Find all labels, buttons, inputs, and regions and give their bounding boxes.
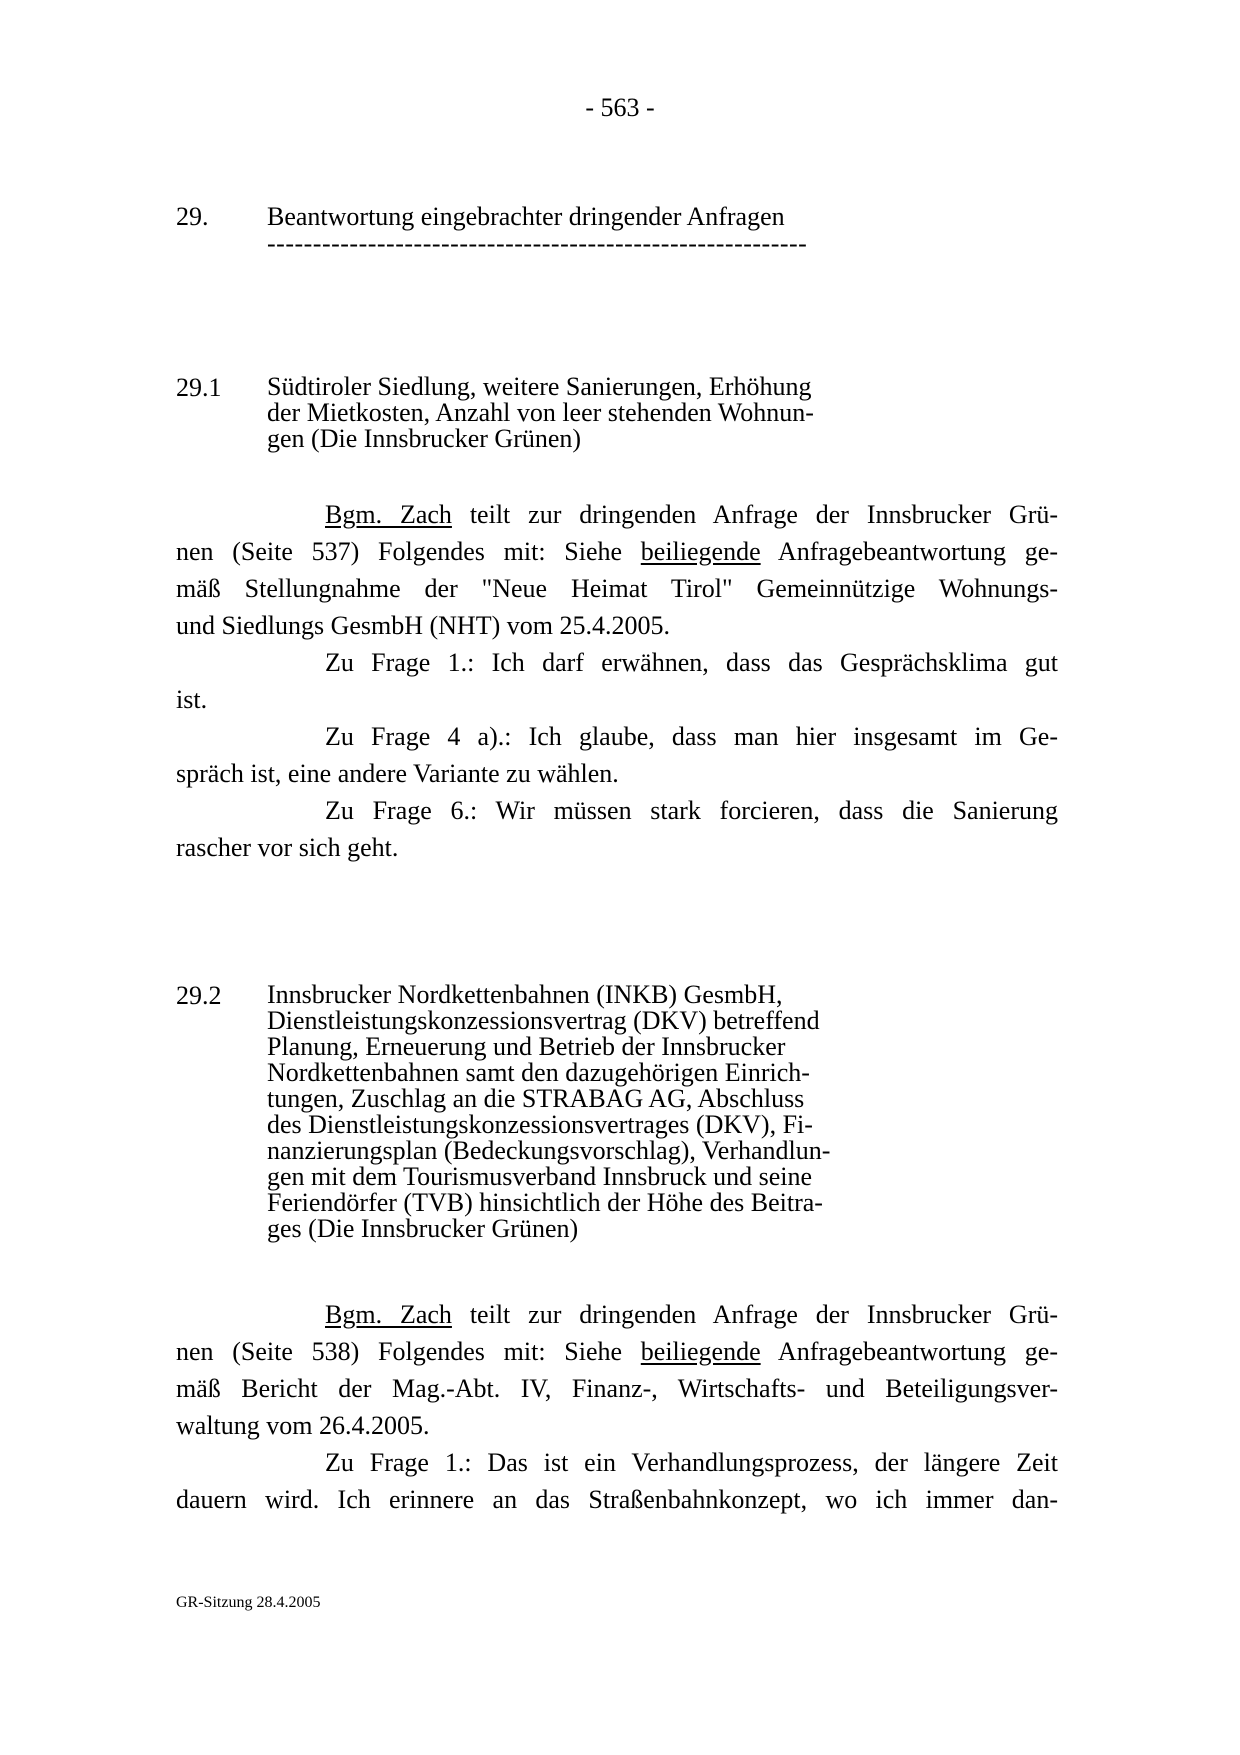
title-line: Dienstleistungskonzessionsvertrag (DKV) betreffend [267,1006,820,1035]
attachment-ref: beiliegende [640,537,761,566]
page-number: - 563 - [585,93,655,122]
heading-rule: ----------------------------------------------------------- [267,234,808,254]
title-line: gen (Die Innsbrucker Grünen) [267,424,582,453]
section-number-29-1: 29.1 [176,373,222,402]
title-line: gen mit dem Tourismusverband Innsbruck und seine [267,1162,813,1191]
title-line: ges (Die Innsbrucker Grünen) [267,1214,579,1243]
paragraph-29-1-q4 [176,718,1058,792]
text-line: mäß Stellungnahme der "Neue Heimat Tirol" Gemeinnützige Wohnungs- [176,574,1058,603]
text-line: und Siedlungs GesmbH (NHT) vom 25.4.2005. [176,611,670,640]
footer-session-date: GR-Sitzung 28.4.2005 [176,1594,321,1611]
attachment-ref: beiliegende [640,1337,761,1366]
text-line: spräch ist, eine andere Variante zu wählen. [176,759,619,788]
title-line: Südtiroler Siedlung, weitere Sanierungen, Erhöhung [267,372,812,401]
text-line: Zu Frage 6.: Wir müssen stark forcieren, dass die Sanierung [325,796,1058,825]
text-line: nen (Seite 538) Folgendes mit: Siehe beiliegende Anfragebeantwortung ge- [176,1337,1058,1366]
text-line: mäß Bericht der Mag.-Abt. IV, Finanz-, Wirtschafts- und Beteiligungsver- [176,1374,1058,1403]
section-title-29-2 [267,982,830,1242]
paragraph-29-1-q1 [176,644,1058,718]
speaker-name: Bgm. Zach [325,1300,452,1329]
title-line: Innsbrucker Nordkettenbahnen (INKB) GesmbH, [267,980,783,1009]
speaker-name: Bgm. Zach [325,500,452,529]
title-line: tungen, Zuschlag an die STRABAG AG, Abschluss [267,1084,805,1113]
text-line: Zu Frage 4 a).: Ich glaube, dass man hier insgesamt im Ge- [325,722,1058,751]
text-line: waltung vom 26.4.2005. [176,1411,430,1440]
title-line: Nordkettenbahnen samt den dazugehörigen Einrich- [267,1058,810,1087]
text-line: Zu Frage 1.: Ich darf erwähnen, dass das Gesprächsklima gut [325,648,1058,677]
text-line: nen (Seite 537) Folgendes mit: Siehe beiliegende Anfragebeantwortung ge- [176,537,1058,566]
section-title-29-1 [267,374,814,452]
title-line: Planung, Erneuerung und Betrieb der Innsbrucker [267,1032,786,1061]
paragraph-29-1-intro [176,496,1058,644]
title-line: nanzierungsplan (Bedeckungsvorschlag), Verhandlun- [267,1136,831,1165]
text-line: Bgm. Zach teilt zur dringenden Anfrage der Innsbrucker Grü- [325,500,1059,529]
text-line: dauern wird. Ich erinnere an das Straßenbahnkonzept, wo ich immer dan- [176,1485,1058,1514]
title-line: der Mietkosten, Anzahl von leer stehenden Wohnun- [267,398,814,427]
title-line: Feriendörfer (TVB) hinsichtlich der Höhe des Beitra- [267,1188,823,1217]
text-line: ist. [176,685,208,714]
text-line: Zu Frage 1.: Das ist ein Verhandlungsprozess, der längere Zeit [325,1448,1058,1477]
paragraph-29-1-q6 [176,792,1058,866]
paragraph-29-2-intro [176,1296,1058,1444]
heading-number: 29. [176,202,209,231]
paragraph-29-2-q1 [176,1444,1058,1518]
heading-title: Beantwortung eingebrachter dringender Anfragen [267,202,785,231]
section-number-29-2: 29.2 [176,981,222,1010]
text-line: Bgm. Zach teilt zur dringenden Anfrage der Innsbrucker Grü- [325,1300,1059,1329]
title-line: des Dienstleistungskonzessionsvertrages (DKV), Fi- [267,1110,813,1139]
text-line: rascher vor sich geht. [176,833,399,862]
